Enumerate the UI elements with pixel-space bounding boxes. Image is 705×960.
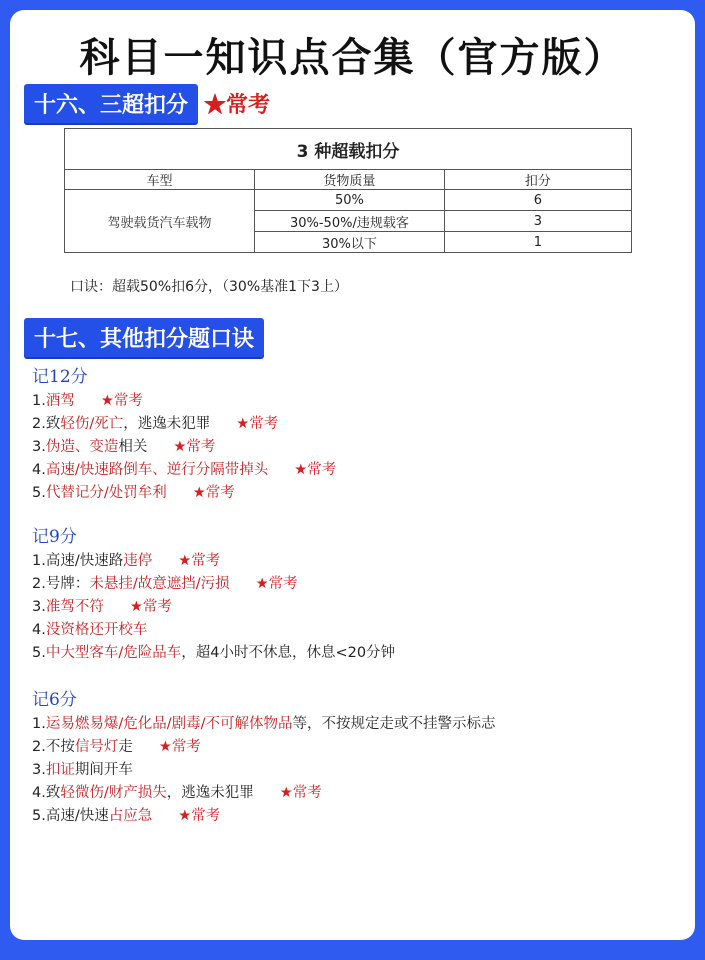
header-mass: 货物质量 bbox=[254, 170, 444, 190]
section-16-header bbox=[24, 84, 270, 123]
item-text: 高速/快速路 bbox=[45, 553, 124, 569]
list-item bbox=[32, 804, 220, 825]
list-item bbox=[32, 595, 172, 616]
list-item bbox=[32, 712, 496, 733]
section-17-header bbox=[24, 318, 264, 357]
item-number: 5. bbox=[32, 645, 46, 661]
list-item bbox=[32, 781, 322, 802]
item-number: 1. bbox=[32, 393, 46, 409]
item-number: 2. bbox=[32, 416, 46, 432]
group-title: 记12分 bbox=[32, 367, 88, 387]
hot-badge: ★常考 bbox=[204, 92, 271, 118]
item-highlight: 未悬挂/故意遮挡/污损 bbox=[89, 576, 230, 592]
item-text: 号牌： bbox=[45, 576, 90, 592]
item-number: 4. bbox=[32, 462, 46, 478]
list-item bbox=[32, 758, 133, 779]
item-highlight: 运易燃易爆/危化品/剧毒/不可解体物品 bbox=[45, 716, 293, 732]
header-vehicle: 车型 bbox=[65, 170, 255, 190]
item-number: 4. bbox=[32, 785, 46, 801]
item-highlight: 没资格还开校车 bbox=[45, 622, 148, 638]
item-highlight: 占应急 bbox=[108, 808, 153, 824]
table-row bbox=[65, 190, 632, 211]
content-card bbox=[10, 10, 695, 940]
item-highlight: 轻微伤/财产损失 bbox=[60, 785, 167, 801]
item-highlight: 代替记分/处罚牟利 bbox=[45, 485, 167, 501]
vehicle-cell: 驾驶载货汽车载物 bbox=[65, 190, 255, 253]
list-item bbox=[32, 549, 220, 570]
hot-badge: ★常考 bbox=[173, 439, 216, 455]
hot-badge: ★常考 bbox=[129, 599, 172, 615]
item-text: 等，不按规定走或不挂警示标志 bbox=[292, 716, 496, 732]
hot-badge: ★常考 bbox=[178, 808, 221, 824]
points-cell: 6 bbox=[444, 190, 631, 211]
item-highlight: 酒驾 bbox=[45, 393, 75, 409]
item-text: 相关 bbox=[118, 439, 148, 455]
section-16-label: 十六、三超扣分 bbox=[24, 84, 198, 123]
item-text: 期间开车 bbox=[74, 762, 133, 778]
item-number: 4. bbox=[32, 622, 46, 638]
item-number: 2. bbox=[32, 576, 46, 592]
points-cell: 3 bbox=[444, 211, 631, 232]
item-highlight: 高速/快速路倒车、逆行分隔带掉头 bbox=[45, 462, 269, 478]
item-text: ，逃逸未犯罪 bbox=[123, 416, 211, 432]
list-item bbox=[32, 458, 336, 479]
page-title: 科目一知识点合集（官方版） bbox=[79, 34, 626, 81]
item-number: 3. bbox=[32, 599, 46, 615]
item-number: 5. bbox=[32, 485, 46, 501]
section-17-label: 十七、其他扣分题口诀 bbox=[24, 318, 264, 357]
list-item bbox=[32, 618, 147, 639]
group-title: 记6分 bbox=[32, 690, 77, 710]
list-item bbox=[32, 641, 395, 662]
list-item bbox=[32, 735, 201, 756]
item-number: 3. bbox=[32, 439, 46, 455]
hot-badge: ★常考 bbox=[255, 576, 298, 592]
item-text: 走 bbox=[118, 739, 133, 755]
item-highlight: 违停 bbox=[123, 553, 153, 569]
item-highlight: 准驾不符 bbox=[45, 599, 104, 615]
list-item bbox=[32, 389, 143, 410]
list-item bbox=[32, 435, 215, 456]
item-text: ，超4小时不休息，休息<20分钟 bbox=[181, 645, 396, 661]
group-title: 记9分 bbox=[32, 527, 77, 547]
mnemonic-text: 口诀：超载50%扣6分，（30%基准1下3上） bbox=[70, 279, 348, 295]
item-text: 高速/快速 bbox=[45, 808, 109, 824]
item-highlight: 伪造、变造 bbox=[45, 439, 119, 455]
item-highlight: 扣证 bbox=[45, 762, 75, 778]
hot-badge: ★常考 bbox=[294, 462, 337, 478]
item-highlight: 轻伤/死亡 bbox=[60, 416, 124, 432]
hot-badge: ★常考 bbox=[178, 553, 221, 569]
item-text: 不按 bbox=[45, 739, 75, 755]
item-number: 1. bbox=[32, 553, 46, 569]
hot-badge: ★常考 bbox=[100, 393, 143, 409]
header-points: 扣分 bbox=[444, 170, 631, 190]
item-highlight: 中大型客车/危险品车 bbox=[45, 645, 182, 661]
hot-badge: ★常考 bbox=[158, 739, 201, 755]
points-cell: 1 bbox=[444, 232, 631, 253]
mass-cell: 50% bbox=[254, 190, 444, 211]
item-highlight: 信号灯 bbox=[74, 739, 119, 755]
mass-cell: 30%-50%/违规载客 bbox=[254, 211, 444, 232]
item-number: 3. bbox=[32, 762, 46, 778]
mass-cell: 30%以下 bbox=[254, 232, 444, 253]
item-number: 2. bbox=[32, 739, 46, 755]
item-text: 致 bbox=[45, 416, 61, 432]
item-number: 1. bbox=[32, 716, 46, 732]
hot-badge: ★常考 bbox=[192, 485, 235, 501]
table-caption: 3 种超载扣分 bbox=[65, 129, 632, 170]
item-text: 致 bbox=[45, 785, 61, 801]
item-text: ，逃逸未犯罪 bbox=[166, 785, 254, 801]
list-item bbox=[32, 481, 235, 502]
item-number: 5. bbox=[32, 808, 46, 824]
list-item bbox=[32, 572, 298, 593]
hot-badge: ★常考 bbox=[279, 785, 322, 801]
overload-table bbox=[64, 128, 632, 253]
list-item bbox=[32, 412, 278, 433]
hot-badge: ★常考 bbox=[236, 416, 279, 432]
